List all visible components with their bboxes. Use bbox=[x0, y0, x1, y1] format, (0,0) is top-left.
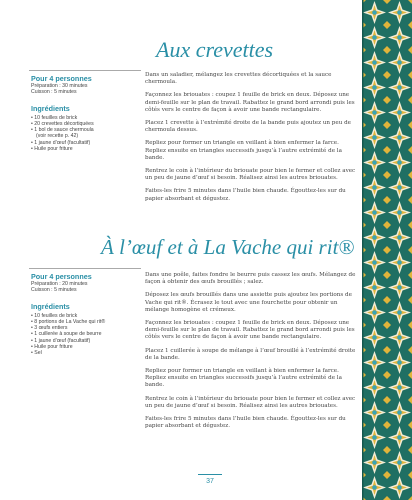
step-paragraph: Placez 1 cuillerée à soupe de mélange à l’œuf brouillé à l’extrémité droite de la bande. bbox=[145, 347, 356, 361]
step-paragraph: Façonnez les briouates : coupez 1 feuille de brick en deux. Déposez une demi-feuille sur le plan de travail. Rabattez le grand bord arrondi puis les côtés vers le centre de façon à avoir une bande rectangulaire. bbox=[145, 320, 355, 341]
decorative-tile-border bbox=[362, 0, 412, 500]
ingredient-item: • 1 jaune d’œuf (facultatif) bbox=[31, 337, 91, 344]
ingredient-item: • Huile pour friture bbox=[31, 146, 73, 153]
step-paragraph: Dans une poêle, faites fondre le beurre puis cassez les œufs. Mélangez de façon à obtenir des œufs brouillés ; salez. bbox=[145, 272, 356, 286]
ingredient-item: • 10 feuilles de brick bbox=[31, 312, 78, 319]
ingredient-item: • 8 portions de La Vache qui rit® bbox=[31, 318, 106, 325]
ingredient-item: • 3 œufs entiers bbox=[31, 325, 68, 332]
servings: Pour 4 personnes bbox=[31, 74, 92, 83]
recipe-info-oeuf bbox=[31, 272, 141, 357]
page-number: 37 bbox=[206, 478, 214, 485]
step-paragraph: Faites-les frire 5 minutes dans l’huile bien chaude. Égouttez-les sur du papier absorbant et dégustez. bbox=[145, 416, 346, 430]
ingredients-heading: Ingrédients bbox=[31, 103, 70, 113]
divider bbox=[29, 70, 141, 71]
step-paragraph: Déposez les œufs brouillés dans une assiette puis ajoutez les portions de Vache qui rit®. Écrasez le tout avec une fourchette pour obtenir un mélange homogène et crémeux. bbox=[145, 292, 352, 313]
cook-time: Cuisson : 5 minutes bbox=[31, 89, 77, 96]
prep-time: Préparation : 30 minutes bbox=[31, 83, 88, 89]
recipe-steps-crevettes bbox=[145, 72, 358, 209]
step-paragraph: Repliez pour former un triangle en veillant à bien enfermer la farce. Repliez ensuite en triangles successifs jusqu’à l’autre extrémité de la bande. bbox=[145, 368, 342, 389]
ingredients-heading: Ingrédients bbox=[31, 301, 70, 311]
cook-time: Cuisson : 5 minutes bbox=[31, 287, 77, 294]
recipe-info-crevettes bbox=[31, 74, 141, 152]
recipe-title-crevettes: Aux crevettes bbox=[156, 37, 274, 62]
step-paragraph: Repliez pour former un triangle en veillant à bien enfermer la farce. Repliez ensuite en triangles successifs jusqu’à l’autre extrémité de la bande. bbox=[145, 140, 342, 161]
recipe-title-oeuf-vache-qui-rit: À l’œuf et à La Vache qui rit® bbox=[101, 235, 355, 259]
ingredient-item: • 10 feuilles de brick bbox=[31, 114, 78, 121]
ingredients-list bbox=[31, 115, 141, 153]
step-paragraph: Façonnez les briouates : coupez 1 feuille de brick en deux. Déposez une demi-feuille sur le plan de travail. Rabattez le grand bord arrondi puis les côtés vers le centre de façon à avoir une bande rectangulaire. bbox=[145, 92, 355, 113]
ingredient-item: • 1 bol de sauce chermoula bbox=[31, 127, 94, 134]
prep-time: Préparation : 20 minutes bbox=[31, 281, 88, 287]
zellige-pattern bbox=[362, 0, 412, 500]
step-paragraph: Rentrez le coin à l’intérieur du briouate pour bien le fermer et collez avec un peu de jaune d’œuf si besoin. Réalisez ainsi les autres briouates. bbox=[145, 168, 356, 182]
ingredient-item: • 1 cuillerée à soupe de beurre bbox=[31, 331, 102, 338]
step-paragraph: Placez 1 crevette à l’extrémité droite de la bande puis ajoutez un peu de chermoula dessus. bbox=[145, 120, 351, 134]
ingredient-item: • Huile pour friture bbox=[31, 344, 73, 351]
ingredient-item: • 20 crevettes décortiquées bbox=[31, 120, 94, 127]
ingredient-item: (voir recette p. 42) bbox=[36, 133, 79, 140]
step-paragraph: Faites-les frire 5 minutes dans l’huile bien chaude. Égouttez-les sur du papier absorbant et dégustez. bbox=[145, 188, 346, 202]
step-paragraph: Dans un saladier, mélangez les crevettes décortiquées et la sauce chermoula. bbox=[145, 72, 332, 86]
ingredients-list bbox=[31, 313, 141, 357]
ingredient-item: • Sel bbox=[31, 350, 42, 357]
recipe-steps-oeuf bbox=[145, 272, 358, 436]
divider bbox=[29, 268, 141, 269]
step-paragraph: Rentrez le coin à l’intérieur du briouate pour bien le fermer et collez avec un peu de jaune d’œuf si besoin. Réalisez ainsi les autres briouates. bbox=[145, 395, 356, 409]
servings: Pour 4 personnes bbox=[31, 272, 92, 281]
page-number-rule bbox=[198, 474, 222, 475]
ingredient-item: • 1 jaune d’œuf (facultatif) bbox=[31, 139, 91, 146]
